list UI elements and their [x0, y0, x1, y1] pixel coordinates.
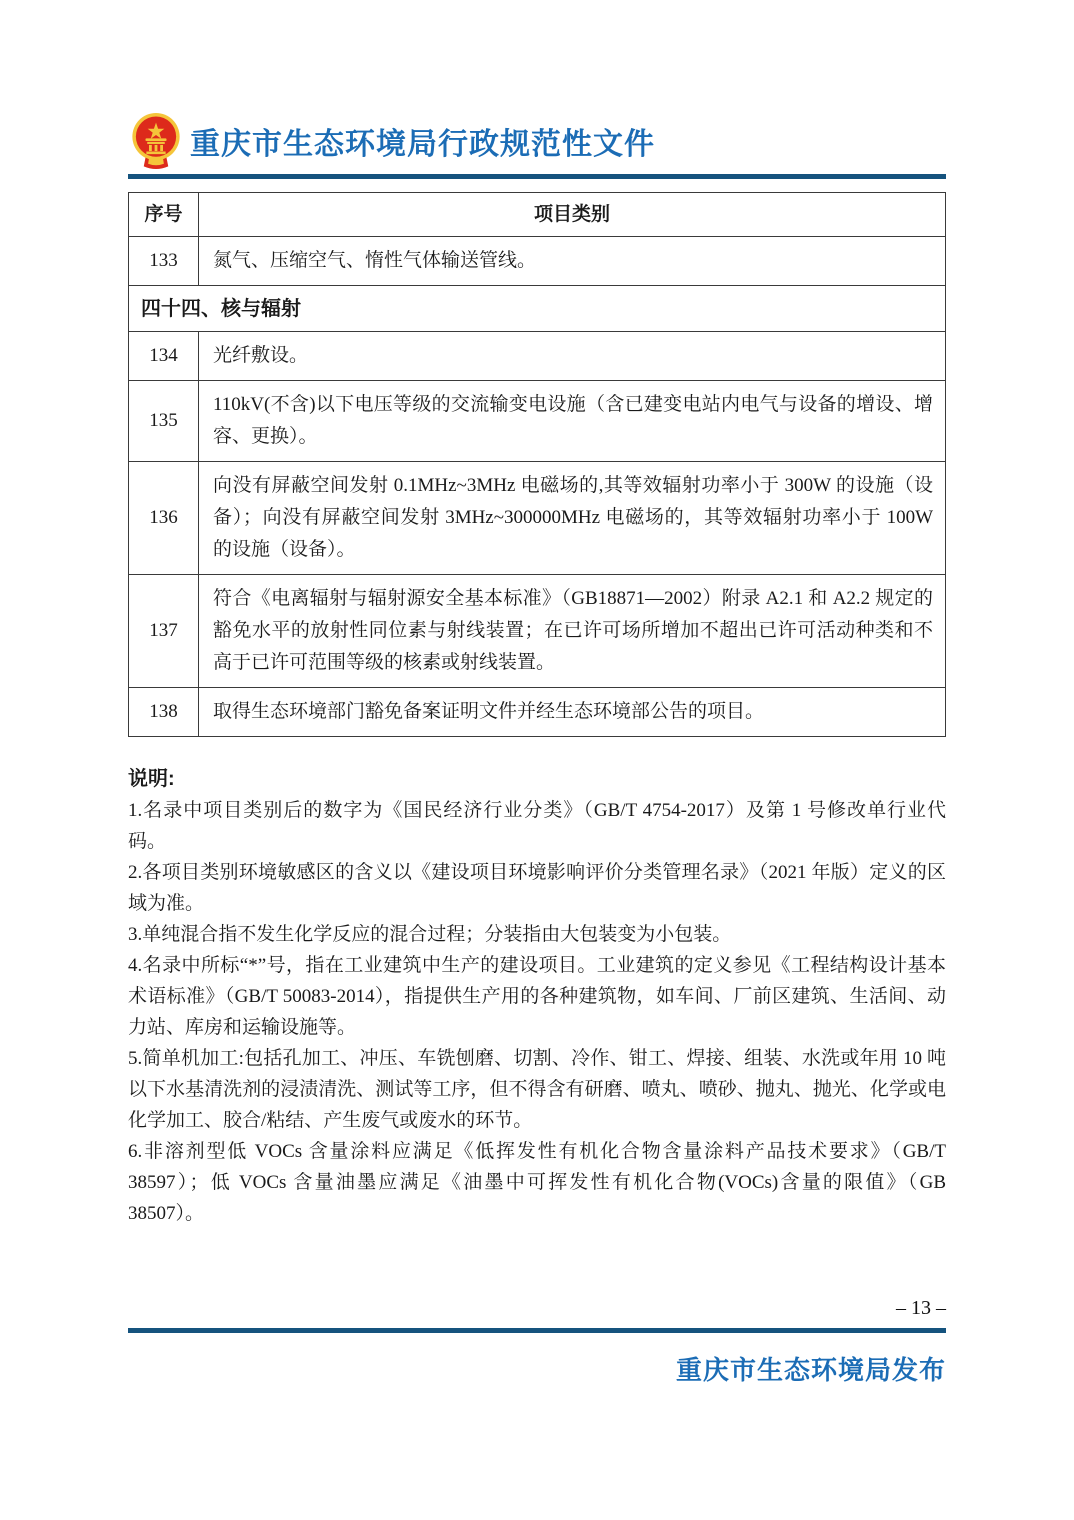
document-title: 重庆市生态环境局行政规范性文件	[190, 128, 655, 161]
publisher: 重庆市生态环境局发布	[675, 1355, 946, 1385]
note-item: 6.非溶剂型低 VOCs 含量涂料应满足《低挥发性有机化合物含量涂料产品技术要求》（GB/T 38597）；低 VOCs 含量油墨应满足《油墨中可挥发性有机化合物(VOCs)含量的限值》（GB 38507）。	[128, 1141, 946, 1224]
row-category: 光纤敷设。	[199, 332, 946, 381]
footer-divider	[128, 1328, 946, 1333]
page-number: – 13 –	[896, 1297, 946, 1319]
row-serial: 136	[129, 462, 199, 575]
row-category: 取得生态环境部门豁免备案证明文件并经生态环境部公告的项目。	[199, 688, 946, 737]
note-item: 2.各项目类别环境敏感区的含义以《建设项目环境影响评价分类管理名录》（2021 年版）定义的区域为准。	[128, 862, 946, 914]
row-serial: 137	[129, 575, 199, 688]
table-row	[129, 381, 946, 462]
note-item: 3.单纯混合指不发生化学反应的混合过程；分装指由大包装变为小包装。	[128, 924, 732, 945]
table-row	[129, 462, 946, 575]
document-content	[128, 0, 946, 1229]
note-item: 5.简单机加工:包括孔加工、冲压、车铣刨磨、切割、冷作、钳工、焊接、组装、水洗或年用 10 吨以下水基清洗剂的浸渍清洗、测试等工序，但不得含有研磨、喷丸、喷砂、抛丸、抛光、化学或电化学加工、胶合/粘结、产生废气或废水的环节。	[128, 1048, 947, 1131]
note-item: 4.名录中所标“*”号，指在工业建筑中生产的建设项目。工业建筑的定义参见《工程结构设计基本术语标准》（GB/T 50083-2014），指提供生产用的各种建筑物，如车间、厂前区建筑、生活间、动力站、库房和运输设施等。	[128, 955, 946, 1038]
table-row	[129, 575, 946, 688]
section-title: 四十四、核与辐射	[129, 286, 946, 332]
table-row	[129, 237, 946, 286]
table-row	[129, 332, 946, 381]
page-footer	[128, 1295, 946, 1387]
row-serial: 135	[129, 381, 199, 462]
notes-heading: 说明:	[128, 768, 175, 790]
row-serial: 138	[129, 688, 199, 737]
column-header-category: 项目类别	[199, 193, 946, 237]
row-category: 符合《电离辐射与辐射源安全基本标准》（GB18871—2002）附录 A2.1 和 A2.2 规定的豁免水平的放射性同位素与射线装置；在已许可场所增加不超出已许可活动种类和不高于已许可范围等级的核素或射线装置。	[199, 575, 946, 688]
notes-section	[128, 764, 946, 1229]
column-header-serial: 序号	[129, 193, 199, 237]
table-section-row	[129, 286, 946, 332]
header-divider	[128, 174, 946, 179]
table-header-row	[129, 193, 946, 237]
note-item: 1.名录中项目类别后的数字为《国民经济行业分类》（GB/T 4754-2017）及第 1 号修改单行业代码。	[128, 800, 946, 852]
row-category: 向没有屏蔽空间发射 0.1MHz~3MHz 电磁场的,其等效辐射功率小于 300W 的设施（设备）；向没有屏蔽空间发射 3MHz~300000MHz 电磁场的，其等效辐射功率小于 100W 的设施（设备）。	[199, 462, 946, 575]
row-category: 110kV(不含)以下电压等级的交流输变电设施（含已建变电站内电气与设备的增设、增容、更换）。	[199, 381, 946, 462]
row-serial: 134	[129, 332, 199, 381]
table-row	[129, 688, 946, 737]
china-national-emblem-icon	[128, 112, 184, 170]
row-serial: 133	[129, 237, 199, 286]
row-category: 氮气、压缩空气、惰性气体输送管线。	[199, 237, 946, 286]
document-header	[128, 112, 946, 170]
project-category-table	[128, 192, 946, 737]
